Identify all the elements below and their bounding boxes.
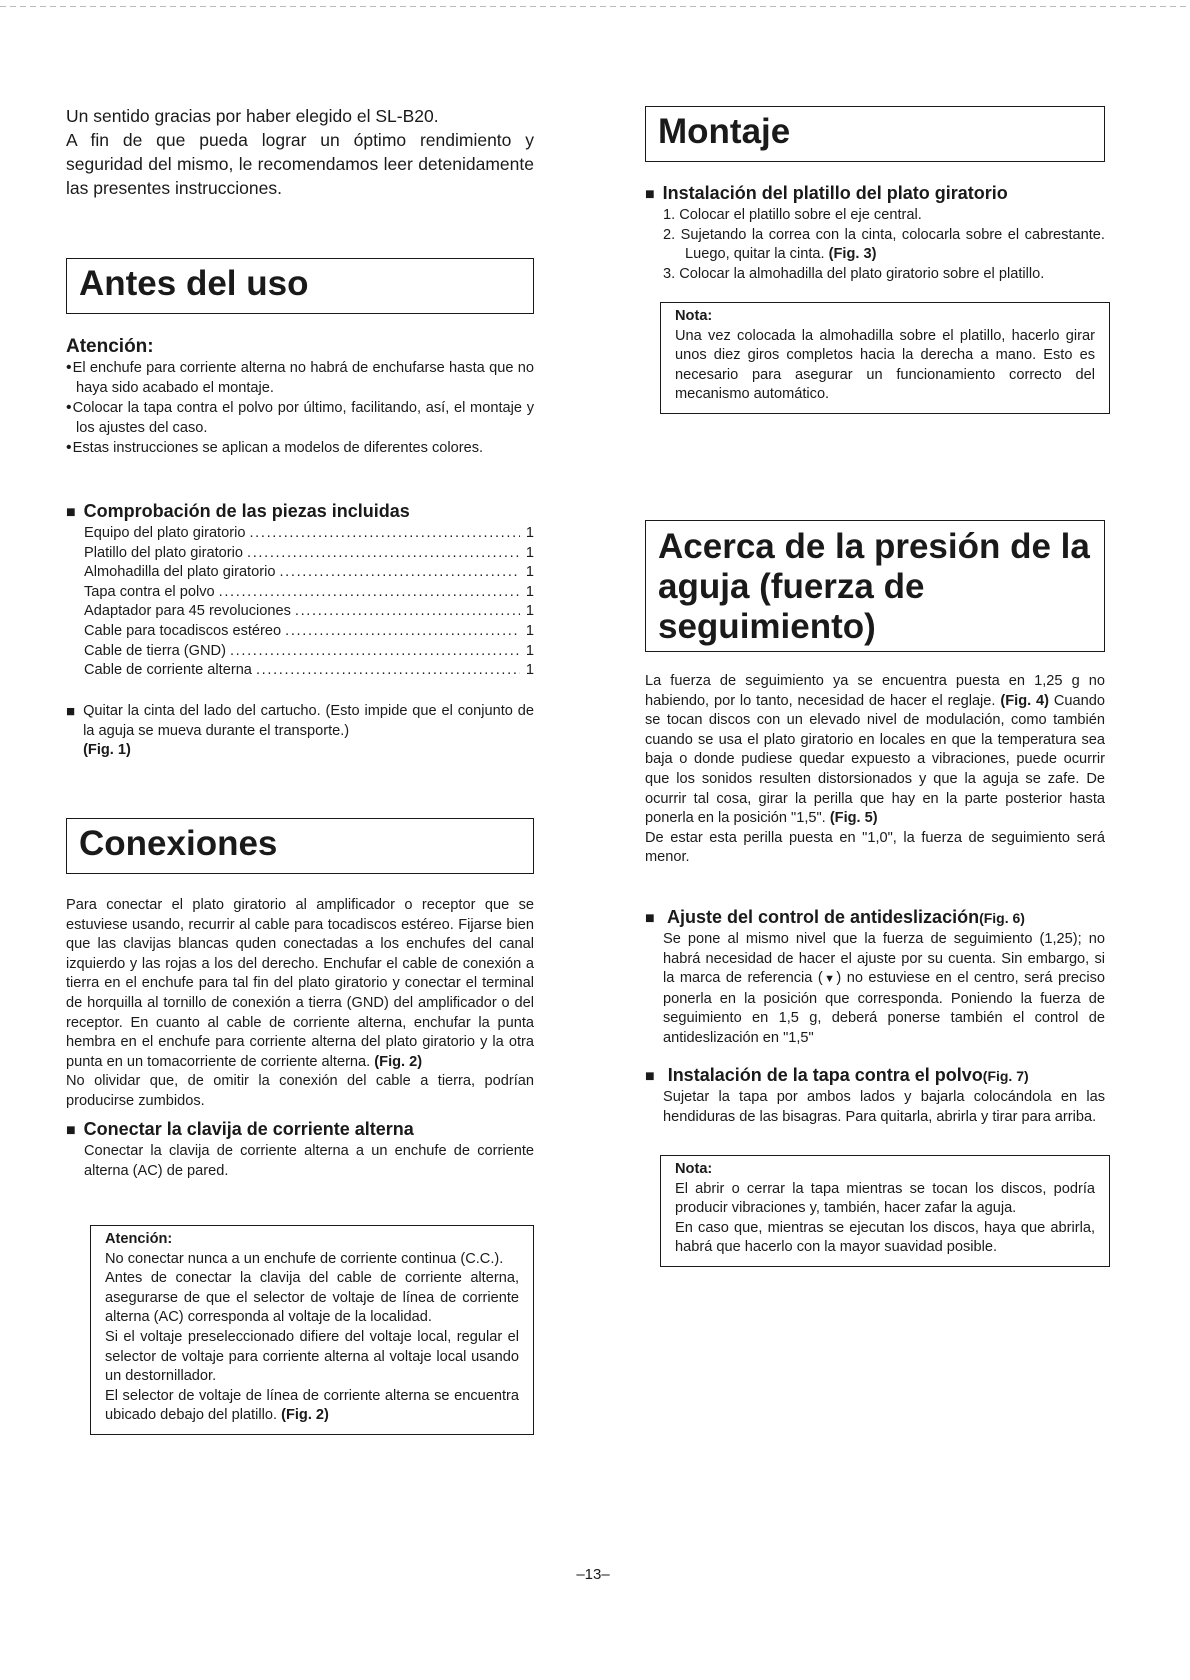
list-item (84, 524, 534, 544)
list-item (84, 583, 534, 603)
montaje-title-text: Montaje (658, 112, 791, 151)
part-qty: 1 (525, 642, 534, 659)
part-qty: 1 (525, 603, 534, 620)
section-title-presion (645, 520, 1105, 652)
list-item (663, 206, 1105, 226)
antes-attention (66, 336, 534, 459)
attention-box-p4-text: El selector de voltaje de línea de corriente alterna se encuentra ubicado debajo del platillo. (105, 1387, 519, 1424)
tapa-note-title: Nota: (675, 1161, 713, 1177)
part-qty: 1 (525, 583, 534, 600)
montaje-steps (645, 206, 1105, 284)
step-number: 3. (663, 265, 676, 282)
presion-p3: De estar esta perilla puesta en "1,0", la fuerza de seguimiento será menor. (645, 829, 1105, 866)
section-title-antes (66, 258, 534, 314)
plug-section (66, 1118, 534, 1181)
attention-box (90, 1225, 534, 1435)
anti-section (645, 906, 1105, 1049)
step-number: 2. (663, 226, 676, 243)
attention-box-p2: Antes de conectar la clavija del cable de corriente alterna, asegurarse de que el selector de voltaje de línea de corriente alterna (AC) corresponda al voltaje de la localidad. (105, 1270, 519, 1326)
conexiones-fig: (Fig. 2) (374, 1053, 423, 1070)
step-text: Colocar la almohadilla del plato giratorio sobre el platillo. (679, 265, 1045, 282)
tape-note (66, 702, 534, 761)
part-qty: 1 (525, 662, 534, 679)
part-name: Adaptador para 45 revoluciones (84, 603, 291, 620)
step-number: 1. (663, 207, 676, 223)
parts-section (66, 500, 534, 681)
list-item (84, 602, 534, 622)
tape-note-fig: (Fig. 1) (83, 742, 131, 759)
montaje-section (645, 182, 1105, 284)
list-item (84, 563, 534, 583)
attention-box-p4 (105, 1387, 519, 1426)
page-number: –13– (576, 1566, 610, 1583)
attention-bullets (66, 358, 534, 459)
conexiones-paragraph: Para conectar el plato giratorio al amplificador o receptor que se estuviese usando, recurrir al cable para tocadiscos estéreo. Fijarse bien que las clavijas blancas quden conectadas a los enchufes del canal izquierdo y las rojas a los del derecho. Enchufar el cable de conexión a tierra en el enchufe para tal fin del plato giratorio y conectar el terminal de horquilla al tornillo de conexión a tierra (GND) del amplificador o del receptor. En cuanto al cable de corriente alterna, enchufar la punta hembra en el enchufe para corriente alterna del plato giratorio y la otra punta en un tomacorriente de corriente alterna. (66, 897, 534, 1070)
top-scan-line (0, 6, 1190, 7)
attention-box-p3: Si el voltaje preseleccionado difiere del voltaje local, regular el selector de voltaje para corriente alterna al voltaje local usando un destornillador. (105, 1328, 519, 1385)
part-name: Equipo del plato giratorio (84, 525, 246, 541)
part-qty: 1 (525, 564, 534, 581)
part-name: Cable de corriente alterna (84, 662, 252, 679)
plug-title: ■ Conectar la clavija de corriente alterna (66, 1118, 534, 1142)
list-item: • Estas instrucciones se aplican a modelos de diferentes colores. (66, 438, 534, 459)
step-text: Sujetando la correa con la cinta, colocarla sobre el cabrestante. Luego, quitar la cinta. (680, 226, 1105, 263)
presion-p2: Cuando se tocan discos con un elevado nivel de modulación, como también cuando se usa el plato giratorio en locales en que la temperatura sea baja o donde pudiese quedar expuesto a vibraciones, puede ocurrir que los sonidos resulten distorsionados y que la aguja se zafe. De ocurrir tal cosa, girar la perilla que hay en la parte posterior hasta ponerla en la posición "1,5". (645, 692, 1105, 827)
attention-box-title: Atención: (105, 1231, 173, 1247)
parts-title: ■ Comprobación de las piezas incluidas (66, 500, 534, 524)
anti-fig: (Fig. 6) (979, 910, 1025, 926)
montaje-note-text: Una vez colocada la almohadilla sobre el platillo, hacerlo girar unos diez giros completos hacia la derecha a mano. Esto es necesario para asegurar un funcionamiento correcto del mecanismo automático. (675, 327, 1095, 403)
list-item (84, 622, 534, 642)
tapa-section (645, 1064, 1105, 1127)
tape-note-text: Quitar la cinta del lado del cartucho. (Esto impide que el conjunto de la aguja se mueva durante el transporte.) (83, 703, 534, 739)
anti-text-b: ) no estuviese en el centro, será preciso ponerla en la posición que corresponda. Poniendo la fuerza de seguimiento en 1,5 g, deberá ponerse también el control de antideslización en "1,5" (663, 970, 1105, 1046)
tapa-title-text: Instalación de la tapa contra el polvo (667, 1065, 983, 1085)
list-item (84, 544, 534, 564)
part-qty: 1 (525, 525, 534, 541)
intro-text (66, 104, 534, 200)
presion-p1: La fuerza de seguimiento ya se encuentra puesta en 1,25 g no habiendo, por lo tanto, necesidad de hacer el reglaje. (645, 673, 1105, 709)
list-item: • Colocar la tapa contra el polvo por último, facilitando, así, el montaje y los ajustes del caso. (66, 398, 534, 438)
part-name: Cable para tocadiscos estéreo (84, 622, 282, 639)
part-name: Cable de tierra (GND) (84, 642, 226, 659)
part-qty: 1 (525, 622, 534, 639)
reference-mark-icon: ▼ (822, 973, 837, 986)
tapa-text: Sujetar la tapa por ambos lados y bajarla colocándola en las hendiduras de las bisagras. Para quitarla, abrirla y tirar para arriba. (663, 1089, 1105, 1125)
part-name: Almohadilla del plato giratorio (84, 564, 276, 581)
square-bullet-icon: ■ (66, 703, 76, 720)
section-title-montaje (645, 106, 1105, 162)
tapa-note-p2: En caso que, mientras se ejecutan los discos, haya que abrirla, habrá que hacerlo con la mayor suavidad posible. (675, 1219, 1095, 1256)
presion-body (645, 672, 1105, 868)
list-item: • El enchufe para corriente alterna no habrá de enchufarse hasta que no haya sido acabado el montaje. (66, 358, 534, 398)
tapa-note-box (660, 1155, 1110, 1267)
presion-fig5: (Fig. 5) (829, 810, 878, 827)
attention-box-p1: No conectar nunca a un enchufe de corriente continua (C.C.). (105, 1250, 504, 1267)
anti-title (645, 906, 1105, 930)
list-item (663, 265, 1105, 285)
presion-fig4: (Fig. 4) (1000, 692, 1049, 709)
attention-box-fig: (Fig. 2) (281, 1407, 329, 1424)
list-item (84, 661, 534, 681)
tapa-note-p1: El abrir o cerrar la tapa mientras se tocan los discos, podría producir vibraciones y, también, hacer zafar la aguja. (675, 1180, 1095, 1217)
part-name: Tapa contra el polvo (84, 583, 215, 600)
anti-text (645, 930, 1105, 1049)
intro-line1: Un sentido gracias por haber elegido el SL-B20. (66, 106, 439, 126)
anti-text-a: Se pone al mismo nivel que la fuerza de seguimiento (1,25); no habrá necesidad de hacer el ajuste por su cuenta. Sin embargo, si la marca de referencia ( (663, 931, 1105, 987)
conexiones-paragraph2: No olividar que, de omitir la conexión del cable a tierra, podrían producirse zumbidos. (66, 1073, 534, 1109)
montaje-note-box (660, 302, 1110, 414)
list-item (663, 226, 1105, 265)
antes-title-text: Antes del uso (79, 264, 309, 303)
step-text: Colocar el platillo sobre el eje central. (679, 207, 922, 223)
list-item (84, 642, 534, 662)
part-qty: 1 (525, 544, 534, 561)
attention-title: Atención: (66, 336, 154, 357)
anti-title-text: Ajuste del control de antideslización (667, 907, 980, 927)
intro-paragraph: A fin de que pueda lograr un óptimo rendimiento y seguridad del mismo, le recomendamos leer detenidamente las presentes instrucciones. (66, 130, 534, 198)
conexiones-body (66, 896, 534, 1112)
conexiones-title-text: Conexiones (79, 824, 278, 863)
tapa-fig: (Fig. 7) (982, 1068, 1029, 1084)
parts-list (66, 524, 534, 681)
montaje-note-title: Nota: (675, 308, 713, 324)
section-title-conexiones (66, 818, 534, 874)
montaje-sub-title: ■ Instalación del platillo del plato giratorio (645, 182, 1105, 206)
tapa-title (645, 1064, 1105, 1088)
step-fig: (Fig. 3) (828, 246, 877, 263)
part-name: Platillo del plato giratorio (84, 544, 243, 561)
plug-text: Conectar la clavija de corriente alterna a un enchufe de corriente alterna (AC) de pared. (84, 1143, 534, 1179)
presion-title-text: Acerca de la presión de la aguja (fuerza de seguimiento) (658, 527, 1090, 646)
